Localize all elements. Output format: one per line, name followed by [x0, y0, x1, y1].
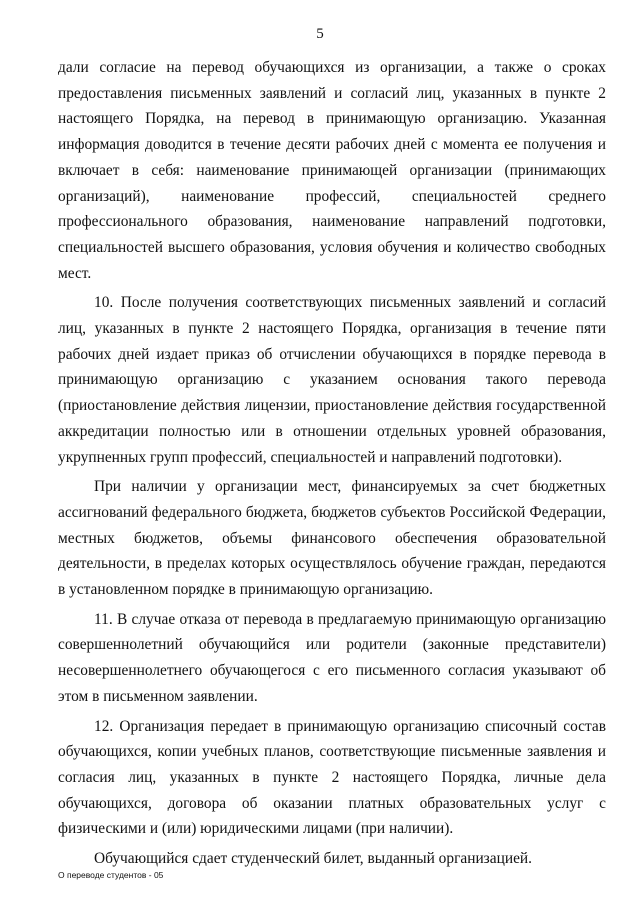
paragraph-item-12: 12. Организация передает в принимающую организацию списочный состав обучающихся, копии учебных планов, соответствующие письменные заявления и согласия лиц, указанных в пункте 2 настоящего Порядка, личные дела обучающихся, договора об оказании платных образовательных услуг с физическими и (или) юридическими лицами (при наличии). — [58, 717, 606, 838]
paragraph-student-card: Обучающийся сдает студенческий билет, выданный организацией. — [94, 850, 532, 868]
paragraph-continuation: дали согласие на перевод обучающихся из организации, а также о сроках предоставления письменных заявлений и согласий лиц, указанных в пункте 2 настоящего Порядка, на перевод в принимающую организацию. Указанная информация доводится в течение десяти рабочих дней с момента ее получения и включает в себя: наименование принимающей организации (принимающих организаций), наименование профессий, специальностей среднего профессионального образования, наименование направлений подготовки, специальностей высшего образования, условия обучения и количество свободных мест. — [58, 59, 606, 282]
paragraph-item-11: 11. В случае отказа от перевода в предлагаемую принимающую организацию совершеннолетний обучающийся или родители (законные представители) несовершеннолетнего обучающегося с его письменного согласия указывают об этом в письменном заявлении. — [58, 610, 606, 705]
paragraph-item-10: 10. После получения соответствующих письменных заявлений и согласий лиц, указанных в пункте 2 настоящего Порядка, организация в течение пяти рабочих дней издает приказ об отчислении обучающихся в порядке перевода в принимающую организацию с указанием основания такого перевода (приостановление действия лицензии, приостановление действия государственной аккредитации полностью или в отношении отдельных уровней образования, укрупненных групп профессий, специальностей и направлений подготовки). — [58, 294, 606, 466]
footer-file-label: О переводе студентов - 05 — [58, 870, 164, 880]
paragraph-budget-places: При наличии у организации мест, финансируемых за счет бюджетных ассигнований федерального бюджета, бюджетов субъектов Российской Федерации, местных бюджетов, объемы финансового обеспечения образовательной деятельности, в пределах которых осуществлялось обучение граждан, передаются в установленном порядке в принимающую организацию. — [58, 478, 606, 599]
document-body — [58, 55, 606, 876]
page-number: 5 — [316, 26, 324, 42]
